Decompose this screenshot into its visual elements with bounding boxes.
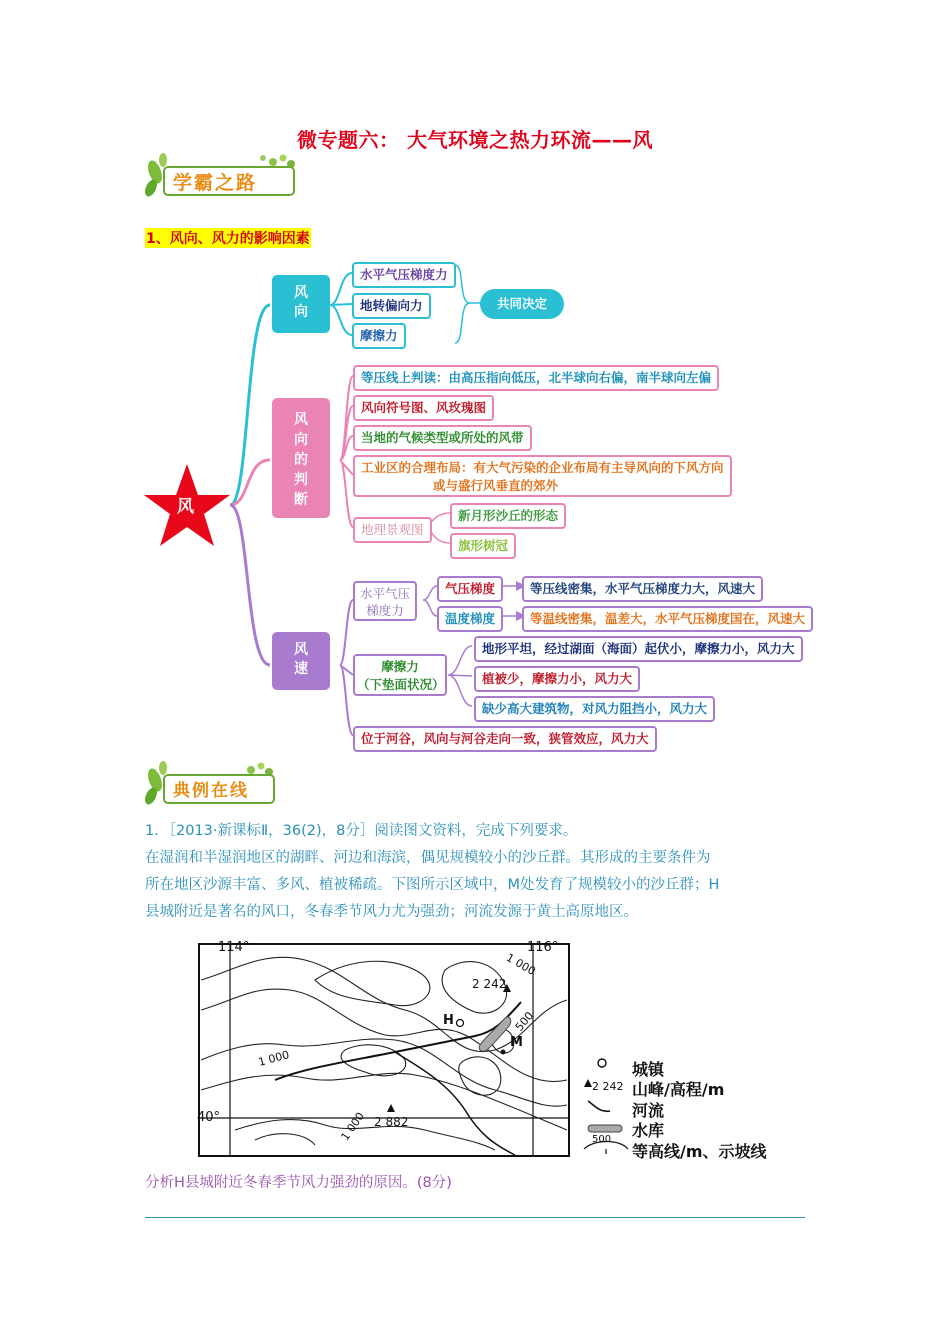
map-town-h: H — [443, 1013, 454, 1028]
example-question: 分析H县城附近冬春季节风力强劲的原因。(8分) — [145, 1175, 452, 1191]
speed-node: 风 速 — [272, 632, 330, 690]
judge-symbols: 风向符号图、风玫瑰图 — [353, 395, 494, 421]
map-site-m: M — [510, 1035, 523, 1050]
temperature-result: 等温线密集，温差大，水平气压梯度国在，风速大 — [522, 606, 813, 632]
legend-contour: 等高线/m、示坡线 — [632, 1142, 767, 1161]
landscape-tree: 旗形树冠 — [450, 533, 516, 559]
banner-label: 典例在线 — [173, 781, 249, 801]
map-contour-label: 1 000 — [256, 1048, 291, 1069]
peak-icon — [584, 1079, 592, 1087]
pressure-gradient: 气压梯度 — [437, 576, 503, 602]
judge-isobar: 等压线上判读：由高压指向低压，北半球向右偏，南半球向左偏 — [353, 365, 719, 391]
map-contour-label: 1 000 — [503, 950, 538, 979]
legend-contour-sample: 500 — [592, 1134, 612, 1145]
speed-friction: 摩擦力 （下垫面状况） — [353, 654, 447, 696]
judge-climate: 当地的气候类型或所处的风带 — [353, 425, 532, 451]
pressure-result: 等压线密集，水平气压梯度力大，风速大 — [522, 576, 763, 602]
page-title: 微专题六： 大气环境之热力环流——风 — [297, 128, 653, 152]
speed-pressure: 水平气压 梯度力 — [353, 581, 417, 621]
example-para-2: 所在地区沙源丰富、多风、植被稀疏。下图所示区域中，M处发育了规模较小的沙丘群；H — [145, 877, 720, 893]
landscape-dune: 新月形沙丘的形态 — [450, 503, 566, 529]
judge-industry — [353, 455, 732, 497]
factor-coriolis: 地转偏向力 — [352, 293, 431, 319]
banner-label: 学霸之路 — [173, 172, 258, 194]
divider — [145, 1217, 805, 1218]
example-source: 1．［2013·新课标Ⅱ，36(2)，8分］阅读图文资料，完成下列要求。 — [145, 823, 578, 839]
river-icon — [588, 1101, 610, 1111]
factor-friction: 摩擦力 — [352, 323, 406, 349]
map-peak-label: 2 882 — [374, 1115, 409, 1129]
town-icon — [598, 1059, 606, 1067]
map-lon-right: 116° — [527, 940, 559, 955]
section-heading: 1、风向、风力的影响因素 — [145, 228, 311, 248]
map-legend-symbols — [580, 1055, 635, 1165]
friction-buildings: 缺少高大建筑物，对风力阻挡小，风力大 — [474, 696, 715, 722]
legend-town: 城镇 — [632, 1060, 665, 1079]
map-lat: 40° — [197, 1110, 221, 1125]
example-para-3: 县城附近是著名的风口，冬春季节风力尤为强劲；河流发源于黄土高原地区。 — [145, 904, 638, 920]
map-contour-label: 1 000 — [338, 1109, 368, 1144]
example-para-1: 在湿润和半湿润地区的湖畔、河边和海滨，偶见规模较小的沙丘群。其形成的主要条件为 — [145, 850, 711, 866]
judge-industry-line1: 工业区的合理布局：有大气污染的企业布局有主导风向的下风方向 — [361, 460, 724, 475]
legend-reservoir: 水库 — [632, 1121, 665, 1140]
map-contour-label: 500 — [512, 1009, 537, 1034]
map-lon-left: 114° — [218, 940, 250, 955]
legend-peak-sample: 2 242 — [592, 1080, 624, 1093]
example-banner — [145, 760, 295, 804]
judge-industry-line2: 或与盛行风垂直的郊外 — [433, 478, 559, 493]
reservoir-icon — [588, 1125, 622, 1132]
speed-valley: 位于河谷，风向与河谷走向一致，狭管效应，风力大 — [353, 726, 657, 752]
center-label: 风 — [177, 497, 194, 517]
map-peak-label: 2 242 — [472, 977, 507, 991]
joint-determine-badge: 共同决定 — [480, 289, 564, 319]
legend-river: 河流 — [632, 1101, 665, 1120]
legend-peak: 山峰/高程/m — [632, 1080, 725, 1099]
friction-vegetation: 植被少，摩擦力小，风力大 — [474, 666, 640, 692]
temperature-gradient: 温度梯度 — [437, 606, 503, 632]
xueba-banner — [145, 152, 295, 196]
factor-pressure-gradient: 水平气压梯度力 — [352, 262, 456, 288]
direction-node: 风 向 — [272, 275, 330, 333]
judge-landscape: 地理景观图 — [353, 517, 432, 543]
judgement-node: 风 向 的 判 断 — [272, 398, 330, 518]
friction-terrain: 地形平坦，经过湖面（海面）起伏小，摩擦力小，风力大 — [474, 636, 803, 662]
